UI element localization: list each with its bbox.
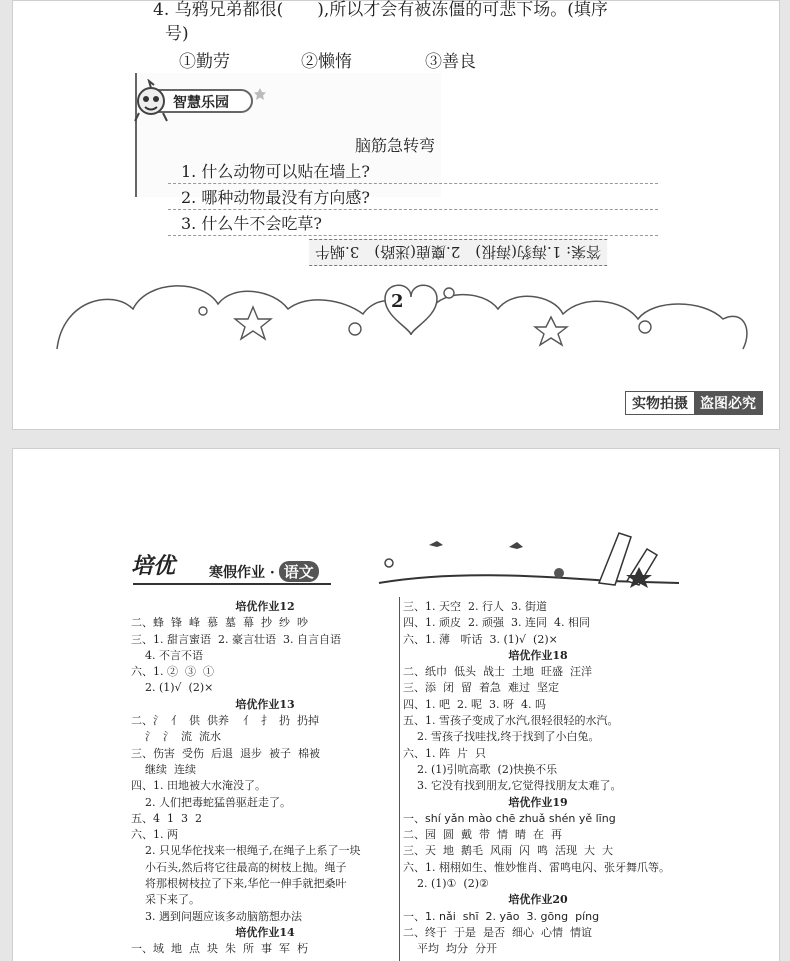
mascot-icon: [131, 79, 171, 125]
answer-line: 五、1. 雪孩子变成了水汽,很轻很轻的水汽。: [403, 714, 619, 728]
watermark-badge: [625, 391, 763, 415]
brand-logo: 培优: [131, 553, 176, 579]
answer-line: 氵 氵 流 流水: [131, 730, 221, 744]
answer-line: 将那根树枝拉了下来,华佗一伸手就把桑叶: [131, 877, 347, 891]
riddle-3: 3. 什么牛不会吃草?: [181, 214, 322, 233]
answer-line: 二、纸巾 低头 战士 土地 旺盛 汪洋: [403, 665, 592, 679]
answer-line: 3. 它没有找到朋友,它觉得找朋友太难了。: [403, 779, 622, 793]
dashed-line: [168, 235, 658, 236]
answer-line: 继续 连续: [131, 762, 196, 776]
answer-line: 2. 只见华佗找来一根绳子,在绳子上系了一块: [131, 844, 361, 858]
question-4-line2: 号): [165, 24, 189, 44]
answer-line: 二、园 圆 戴 带 情 晴 在 再: [403, 828, 562, 842]
answer-column-left: [131, 599, 399, 958]
answer-line: 四、1. 吧 2. 呢 3. 呀 4. 吗: [403, 697, 546, 711]
answer-line: 四、1. 顽皮 2. 顽强 3. 连同 4. 相同: [403, 616, 590, 630]
answer-line: 采下来了。: [131, 893, 200, 907]
answer-line: 小石头,然后将它往最高的树枝上抛。绳子: [131, 860, 347, 874]
answer-line: 六、1. 两: [131, 828, 178, 842]
upside-down-answer: 答案: 1.海豹(海报) 2.麋鹿(迷路) 3.蜗牛: [309, 239, 607, 266]
page-number: 2: [391, 291, 404, 312]
answer-line: 一、shí yǎn mào chē zhuǎ shén yě līng: [403, 811, 616, 825]
answer-line: 4. 不言不语: [131, 648, 203, 662]
watermark-left: 实物拍摄: [626, 392, 694, 414]
answer-line: 2. (1)引吭高歌 (2)快换不乐: [403, 762, 558, 776]
answer-line: 三、天 地 鹅毛 风雨 闪 鸣 活现 大 大: [403, 844, 613, 858]
answer-line: 二、蜂 锋 峰 慕 墓 幕 抄 纱 吵: [131, 616, 308, 630]
answer-line: 平均 均分 分开: [403, 942, 497, 956]
answer-line: 2. (1)√ (2)×: [131, 681, 214, 695]
subject-prefix: 寒假作业 ·: [209, 565, 275, 581]
option-1: ①勤劳: [179, 52, 230, 72]
question-4-line1: 4. 乌鸦兄弟都很( ),所以才会有被冻僵的可悲下场。(填序: [153, 0, 608, 20]
answer-line: 2. 人们把毒蛇猛兽驱赶走了。: [131, 795, 291, 809]
answer-line: 三、1. 天空 2. 行人 3. 街道: [403, 600, 547, 613]
answer-line: 三、伤害 受伤 后退 退步 被子 棉被: [131, 746, 320, 760]
answer-line: 六、1. 薄 听话 3. (1)√ (2)×: [403, 632, 558, 646]
answer-line: 六、1. ② ③ ①: [131, 665, 214, 679]
star-icon: [253, 87, 267, 101]
assignment-heading: 培优作业20: [508, 893, 568, 907]
answer-line: 3. 遇到问题应该多动脑筋想办法: [131, 909, 302, 923]
answer-line: 二、终于 于是 是否 细心 心情 情谊: [403, 925, 592, 939]
answer-line: 五、4 1 3 2: [131, 811, 202, 825]
riddle-1: 1. 什么动物可以贴在墙上?: [181, 162, 370, 181]
subject-badge: 语文: [279, 561, 319, 582]
answer-line: 一、域 地 点 块 朱 所 事 军 朽: [131, 942, 308, 956]
dashed-line: [168, 209, 658, 210]
assignment-heading: 培优作业13: [235, 697, 295, 711]
assignment-heading: 培优作业18: [508, 648, 568, 662]
answer-line: 二、氵 亻 供 供养 亻 扌 扔 扔掉: [131, 714, 319, 728]
book-subject: [209, 561, 319, 582]
worksheet-page-top: [12, 0, 780, 430]
option-3: ③善良: [425, 52, 476, 72]
answer-line: 2. (1)① (2)②: [403, 877, 489, 891]
riddle-2: 2. 哪种动物最没有方向感?: [181, 188, 370, 207]
assignment-heading: 培优作业12: [235, 600, 295, 613]
dashed-line: [168, 183, 658, 184]
answer-line: 六、1. 阵 片 只: [403, 746, 486, 760]
answer-line: 四、1. 田地被大水淹没了。: [131, 779, 266, 793]
option-2: ②懒惰: [301, 52, 352, 72]
watermark-right: 盗图必究: [694, 392, 762, 414]
answer-line: 一、1. nǎi shī 2. yāo 3. gōng píng: [403, 909, 600, 923]
answer-line: 三、添 闭 留 着急 难过 坚定: [403, 681, 559, 695]
answer-column-right: [403, 599, 673, 958]
section-tag: 智慧乐园: [141, 89, 253, 113]
assignment-heading: 培优作业19: [508, 795, 568, 809]
assignment-heading: 培优作业14: [235, 925, 295, 939]
answer-line: 2. 雪孩子找哇找,终于找到了小白兔。: [403, 730, 600, 744]
answer-line: 三、1. 甜言蜜语 2. 豪言壮语 3. 自言自语: [131, 632, 341, 646]
column-divider: [399, 597, 400, 961]
answer-key-page: [12, 448, 780, 961]
header-decoration: [369, 523, 689, 593]
answer-line: 六、1. 栩栩如生、惟妙惟肖、雷鸣电闪、张牙舞爪等。: [403, 860, 670, 874]
riddle-title: 脑筋急转弯: [355, 136, 436, 155]
header-rule: [133, 583, 331, 585]
